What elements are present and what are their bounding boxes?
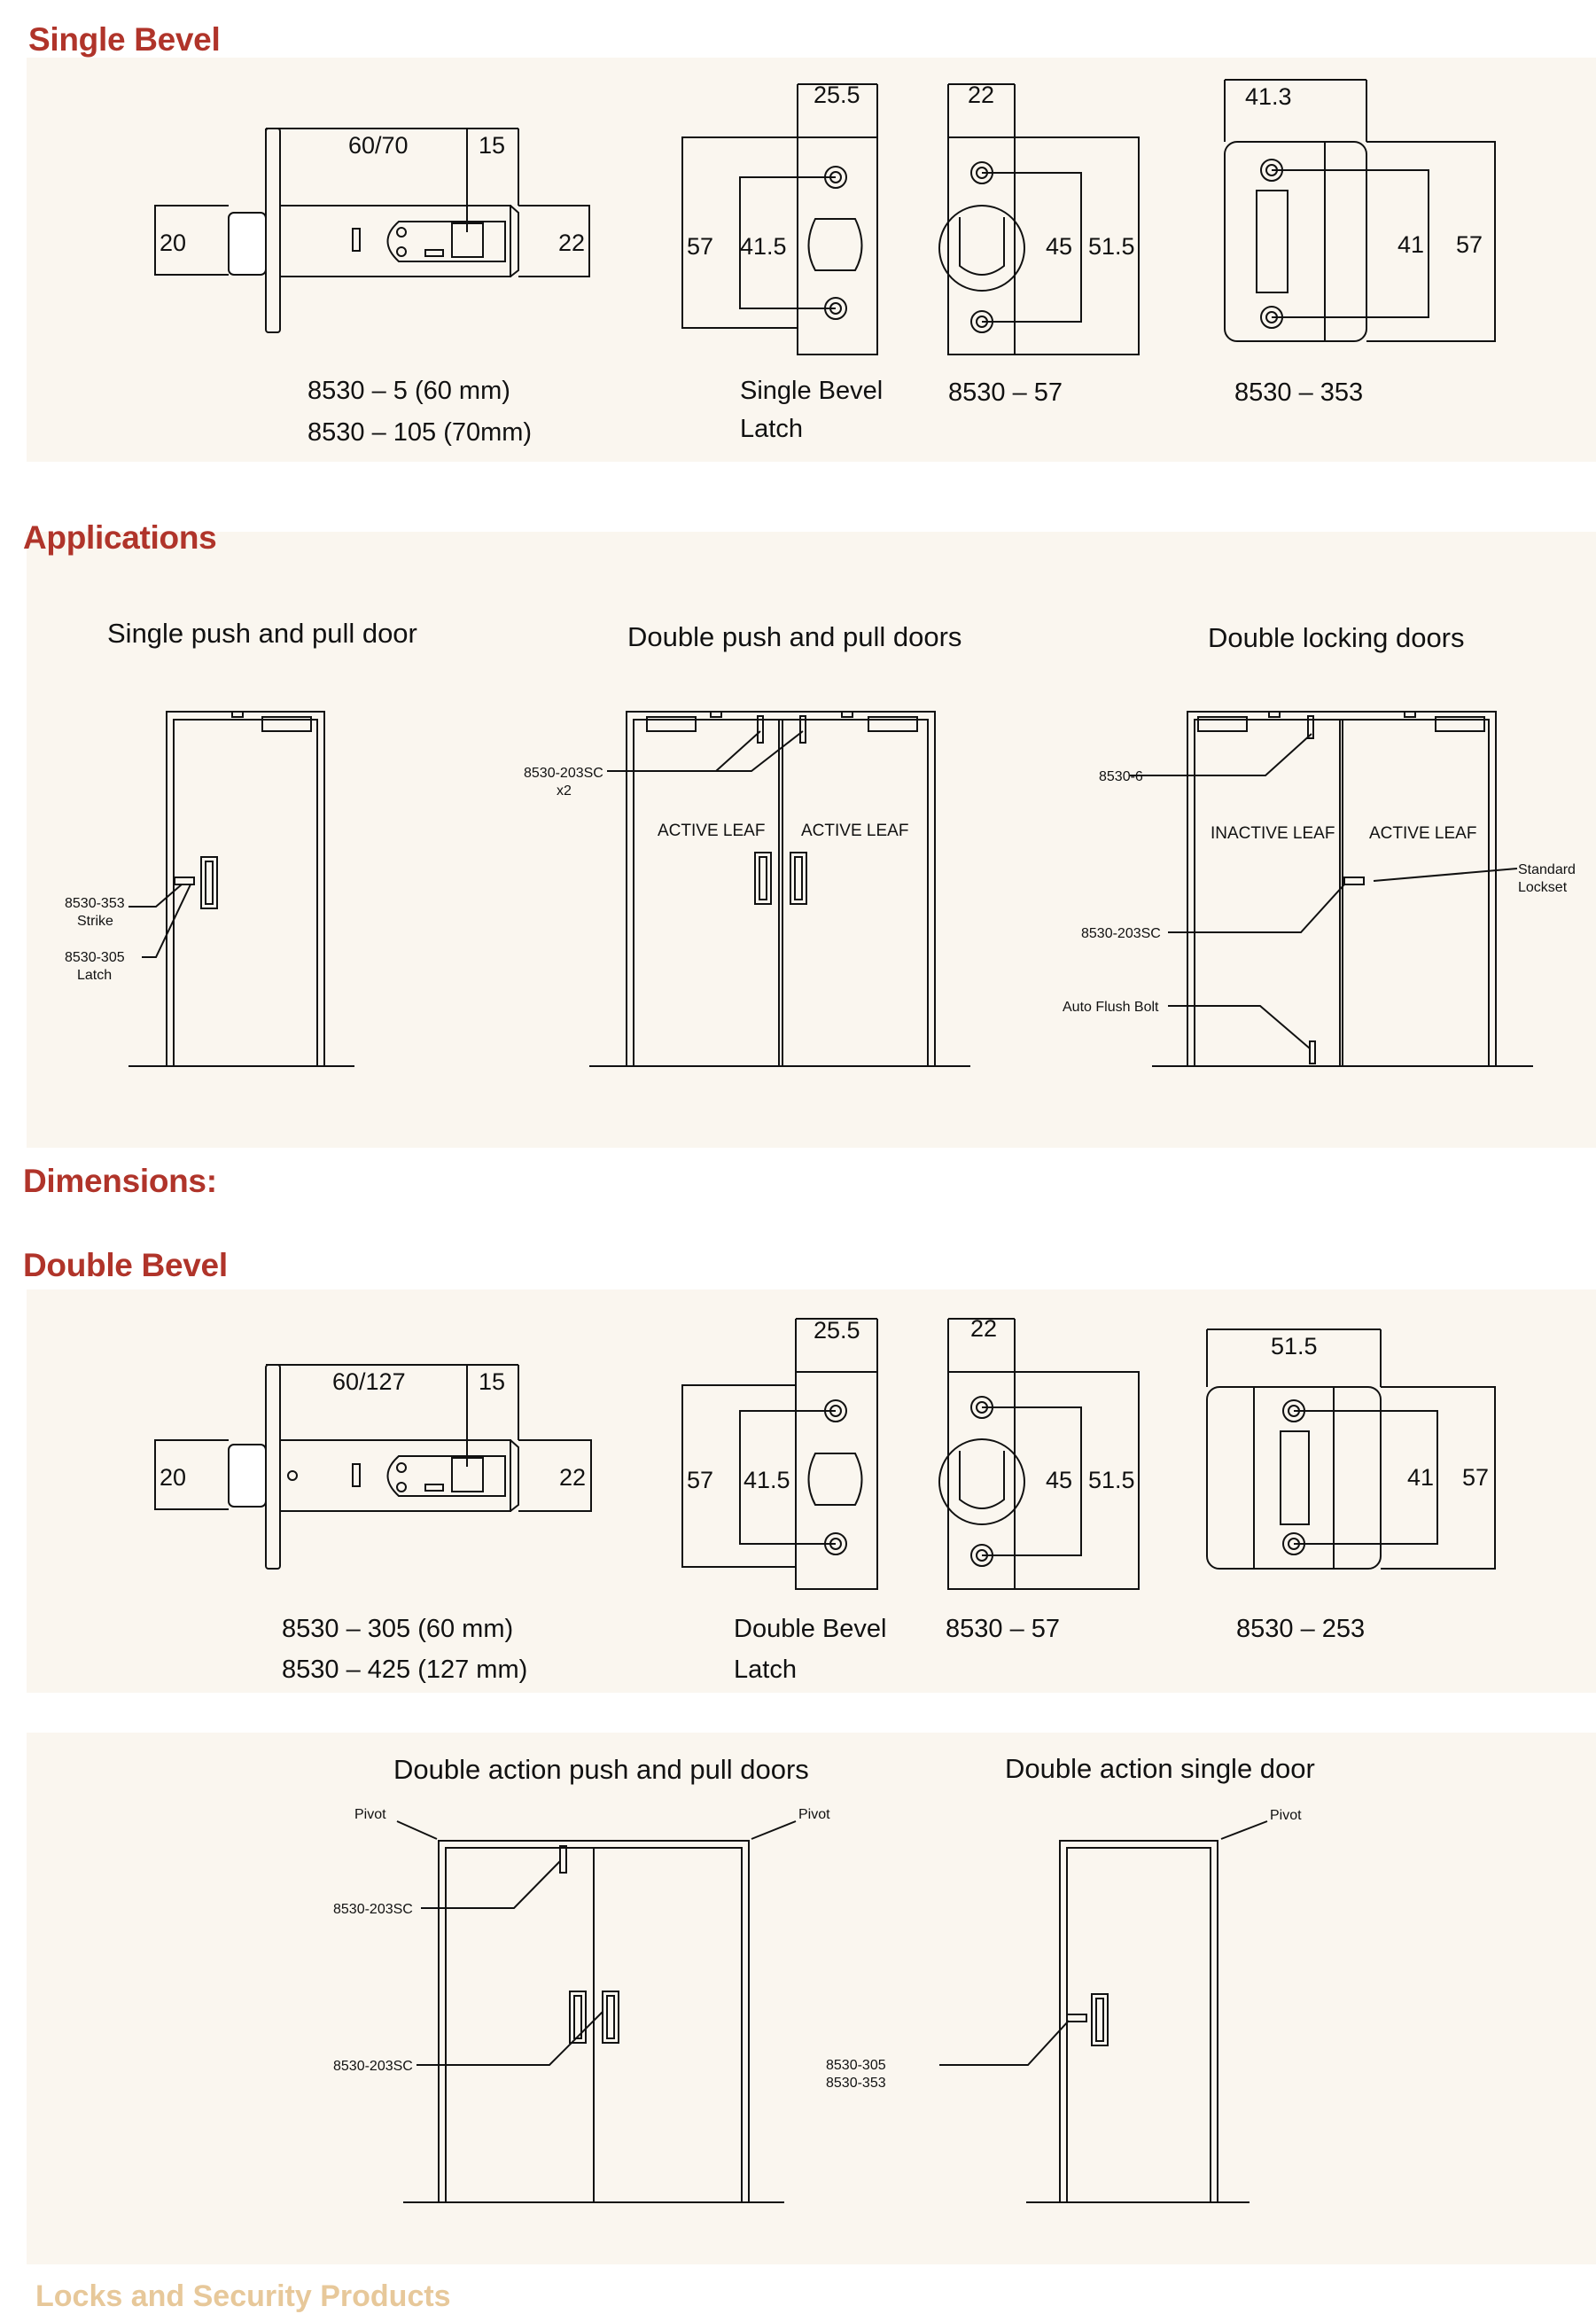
double-bevel-latch-drawing (155, 1365, 591, 1569)
sb-latch-right: 22 (558, 230, 586, 256)
app-locking-callout-top: 8530-6 (1099, 769, 1143, 784)
single-bevel-strike353-drawing (1225, 80, 1495, 341)
db-strike253-inner: 41 (1407, 1464, 1435, 1491)
sb-strike353-inner: 41 (1397, 231, 1425, 258)
db-strike253-width: 51.5 (1271, 1333, 1318, 1360)
sb-strike57-width: 22 (968, 82, 995, 108)
db-strike57-width: 22 (970, 1315, 998, 1342)
da-single-title: Double action single door (1005, 1753, 1315, 1784)
da-single-callout-1: 8530-305 (826, 2058, 886, 2073)
single-bevel-faceplate-drawing (682, 84, 877, 355)
app-locking-leaf-right: ACTIVE LEAF (1369, 824, 1477, 843)
sb-strike353-outer: 57 (1456, 231, 1483, 258)
footer-text: Locks and Security Products (35, 2279, 451, 2313)
app-single-title: Single push and pull door (107, 618, 417, 649)
app-locking-callout-lockset-1: Standard (1518, 862, 1576, 877)
app-double-push-callout-qty: x2 (557, 783, 572, 799)
db-latch-right: 22 (559, 1464, 587, 1491)
double-bevel-faceplate-drawing (682, 1319, 877, 1589)
db-face-inner: 41.5 (744, 1467, 790, 1493)
app-locking-callout-mid: 8530-203SC (1081, 926, 1161, 941)
applications-heading: Applications (23, 519, 217, 556)
sb-strike57-outer: 51.5 (1088, 233, 1135, 260)
sb-face-caption-2: Latch (740, 415, 803, 443)
app-double-push-leaf-left: ACTIVE LEAF (658, 822, 766, 840)
db-face-caption-1: Double Bevel (734, 1615, 887, 1643)
db-latch-caption-1: 8530 – 305 (60 mm) (282, 1615, 514, 1643)
db-strike57-caption: 8530 – 57 (946, 1615, 1061, 1643)
sb-face-inner: 41.5 (740, 233, 787, 260)
app-double-push-callout-code: 8530-203SC (524, 766, 603, 781)
db-strike57-inner: 45 (1046, 1467, 1073, 1493)
app-locking-callout-bottom: Auto Flush Bolt (1063, 1000, 1159, 1015)
da-single-pivot: Pivot (1270, 1808, 1302, 1823)
sb-latch-caption-1: 8530 – 5 (60 mm) (308, 377, 510, 405)
double-bevel-strike57-drawing (939, 1319, 1139, 1589)
single-bevel-strike57-drawing (939, 84, 1139, 355)
db-strike253-caption: 8530 – 253 (1236, 1615, 1366, 1643)
db-latch-backset: 15 (479, 1368, 506, 1395)
da-single-door-drawing (939, 1821, 1267, 2202)
sb-strike353-caption: 8530 – 353 (1234, 378, 1364, 407)
app-locking-callout-lockset-2: Lockset (1518, 880, 1568, 895)
db-strike57-outer: 51.5 (1088, 1467, 1135, 1493)
single-bevel-heading: Single Bevel (28, 21, 221, 58)
app-single-callout-latch-name: Latch (77, 968, 113, 983)
db-face-width: 25.5 (814, 1317, 860, 1344)
da-push-pull-drawing (397, 1821, 796, 2202)
db-latch-left: 20 (160, 1464, 187, 1491)
sb-latch-left: 20 (160, 230, 187, 256)
app-double-push-title: Double push and pull doors (627, 621, 962, 652)
sb-face-outer: 57 (687, 233, 714, 260)
da-single-callout-2: 8530-353 (826, 2076, 886, 2091)
app-double-push-drawing (589, 712, 970, 1066)
da-pivot-left: Pivot (354, 1807, 386, 1822)
app-single-callout-latch-code: 8530-305 (65, 950, 125, 965)
dimensions-heading: Dimensions: (23, 1163, 217, 1199)
app-double-push-leaf-right: ACTIVE LEAF (801, 822, 909, 840)
da-push-pull-callout-top: 8530-203SC (333, 1902, 413, 1917)
sb-face-caption-1: Single Bevel (740, 377, 884, 405)
sb-face-width: 25.5 (814, 82, 860, 108)
sb-strike57-caption: 8530 – 57 (948, 378, 1063, 407)
sb-strike353-width: 41.3 (1245, 83, 1292, 110)
app-locking-leaf-left: INACTIVE LEAF (1211, 824, 1335, 843)
db-face-caption-2: Latch (734, 1656, 797, 1684)
sb-latch-caption-2: 8530 – 105 (70mm) (308, 418, 533, 447)
sb-strike57-inner: 45 (1046, 233, 1073, 260)
double-bevel-heading: Double Bevel (23, 1247, 228, 1283)
app-single-callout-strike-name: Strike (77, 914, 113, 929)
sb-latch-length: 60/70 (348, 132, 409, 159)
double-bevel-strike253-drawing (1207, 1329, 1495, 1569)
app-single-door-drawing (128, 712, 354, 1066)
da-push-pull-callout-bottom: 8530-203SC (333, 2059, 413, 2074)
da-pivot-right: Pivot (798, 1807, 830, 1822)
single-bevel-latch-drawing (155, 129, 589, 332)
sb-latch-backset: 15 (479, 132, 506, 159)
da-push-pull-title: Double action push and pull doors (393, 1754, 809, 1785)
db-face-outer: 57 (687, 1467, 714, 1493)
app-double-locking-drawing (1130, 712, 1533, 1066)
app-double-locking-title: Double locking doors (1208, 622, 1465, 653)
app-single-callout-strike-code: 8530-353 (65, 896, 125, 911)
db-latch-length: 60/127 (332, 1368, 406, 1395)
db-latch-caption-2: 8530 – 425 (127 mm) (282, 1656, 528, 1684)
db-strike253-outer: 57 (1462, 1464, 1490, 1491)
